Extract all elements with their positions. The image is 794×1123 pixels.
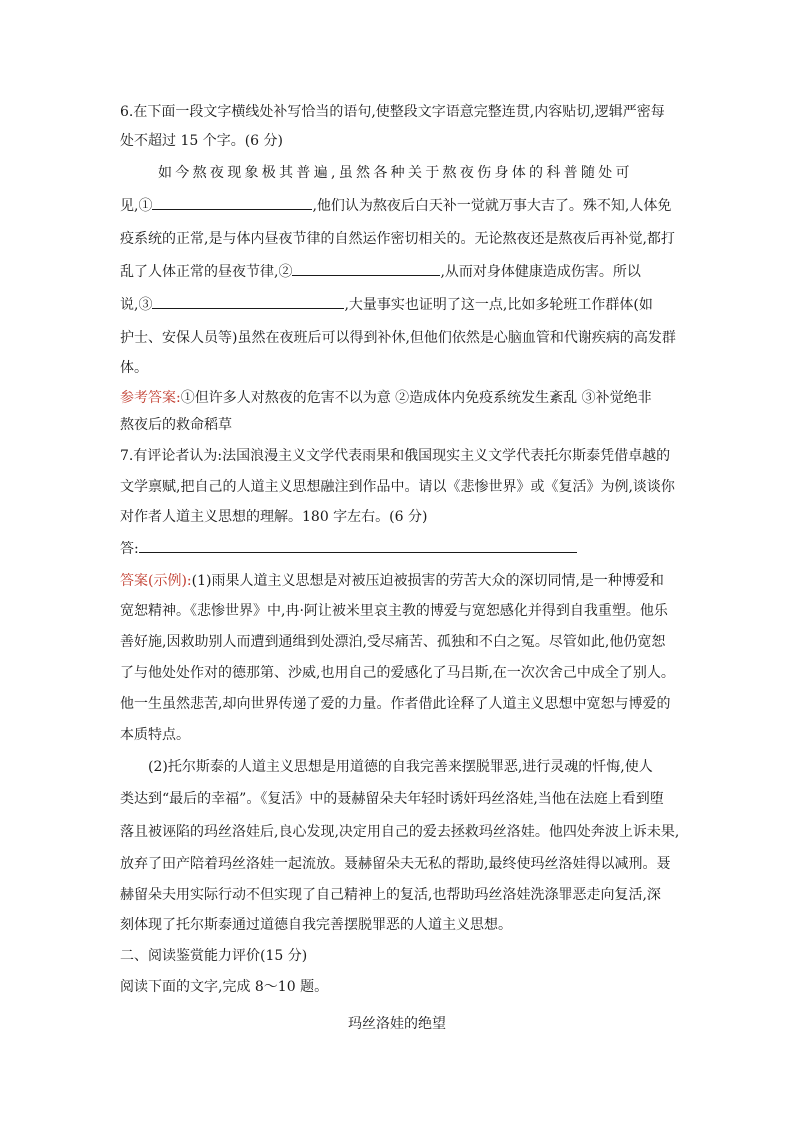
q6-title-line-1: 6.在下面一段文字横线处补写恰当的语句,使整段文字语意完整连贯,内容贴切,逻辑严密每 [120, 104, 665, 120]
section-heading: 二、阅读鉴赏能力评价(15 分) [120, 948, 308, 964]
q6-passage-text: ,大量事实也证明了这一点,比如多轮班工作群体(如 [344, 297, 653, 313]
q6-title-line-2: 处不超过 15 个字。(6 分) [120, 133, 283, 149]
q6-passage-text: 见,① [120, 198, 153, 214]
blank-1-field[interactable] [152, 195, 312, 210]
q7-title-line-3: 对作者人道主义思想的理解。180 字左右。(6 分) [120, 509, 428, 525]
q7-answer-text: (1)雨果人道主义思想是对被压迫被损害的劳苦大众的深切同情,是一种博爱和 [191, 573, 664, 589]
blank-3-field[interactable] [152, 294, 344, 309]
answer-field[interactable] [139, 538, 577, 553]
q6-passage-line-5 [120, 294, 653, 316]
q7-answer-line-2: 宽恕精神。《悲惨世界》中,冉·阿让被米里哀主教的博爱与宽恕感化并得到自我重塑。他乐 [120, 603, 668, 619]
q6-passage-text: ,他们认为熬夜后白天补一觉就万事大吉了。殊不知,人体免 [312, 198, 672, 214]
answer-label: 参考答案: [120, 390, 181, 406]
q7-answer2-line-2: 类达到“最后的幸福”。《复活》中的聂赫留朵夫年轻时诱奸玛丝洛娃,当他在法庭上看到堕 [120, 791, 664, 807]
q7-title-line-1: 7.有评论者认为:法国浪漫主义文学代表雨果和俄国现实主义文学代表托尔斯泰凭借卓越的 [120, 448, 671, 464]
q6-passage-line-4 [120, 261, 641, 283]
q7-answer-line-1 [120, 570, 664, 592]
q7-answer2-line-3: 落且被诬陷的玛丝洛娃后,良心发现,决定用自己的爱去拯救玛丝洛娃。他四处奔波上诉未果, [120, 824, 680, 840]
q6-passage-text: ,从而对身体健康造成伤害。所以 [440, 264, 641, 280]
q6-answer-text: ①但许多人对熬夜的危害不以为意 ②造成体内免疫系统发生紊乱 ③补觉绝非 [180, 390, 652, 406]
q6-passage-text: 说,③ [120, 297, 153, 313]
blank-2-field[interactable] [292, 261, 440, 276]
section-instruction: 阅读下面的文字,完成 8～10 题。 [120, 979, 329, 995]
q7-title-line-2: 文学禀赋,把自己的人道主义思想融注到作品中。请以《悲惨世界》或《复活》为例,谈谈你 [120, 479, 675, 495]
q7-answer-line-4: 了与他处处作对的德那第、沙威,也用自己的爱感化了马吕斯,在一次次舍己中成全了别人。 [120, 665, 675, 681]
q6-passage-line-7: 体。 [120, 360, 148, 376]
q7-answer-line-6: 本质特点。 [120, 727, 190, 743]
q6-passage-line-2 [120, 195, 671, 217]
q7-answer2-line-1: (2)托尔斯泰的人道主义思想是用道德的自我完善来摆脱罪恶,进行灵魂的忏悔,使人 [148, 759, 653, 775]
q7-answer-row [120, 538, 577, 560]
q7-answer-line-5: 他一生虽然悲苦,却向世界传递了爱的力量。作者借此诠释了人道主义思想中宽恕与博爱的 [120, 696, 671, 712]
q6-passage-text: 乱了人体正常的昼夜节律,② [120, 264, 293, 280]
q7-answer-line-3: 善好施,因救助别人而遭到通缉到处漂泊,受尽痛苦、孤独和不白之冤。尽管如此,他仍宽恕 [120, 634, 666, 650]
article-title: 玛丝洛娃的绝望 [348, 1016, 446, 1032]
q7-answer2-line-4: 放弃了田产陪着玛丝洛娃一起流放。聂赫留朵夫无私的帮助,最终使玛丝洛娃得以减刑。聂 [120, 856, 671, 872]
q6-passage-line-6: 护士、安保人员等)虽然在夜班后可以得到补休,但他们依然是心脑血管和代谢疾病的高发群 [120, 330, 676, 346]
q6-answer-line-1 [120, 387, 652, 409]
q7-answer2-line-5: 赫留朵夫用实际行动不但实现了自己精神上的复活,也帮助玛丝洛娃洗涤罪恶走向复活,深 [120, 887, 661, 903]
q6-answer-line-2: 熬夜后的救命稻草 [120, 417, 232, 433]
q6-passage-line-1: 如今熬夜现象极其普遍,虽然各种关于熬夜伤身体的科普随处可 [158, 165, 633, 181]
q7-answer2-line-6: 刻体现了托尔斯泰通过道德自我完善摆脱罪恶的人道主义思想。 [120, 917, 512, 933]
q6-passage-line-3: 疫系统的正常,是与体内昼夜节律的自然运作密切相关的。无论熬夜还是熬夜后再补觉,都打 [120, 231, 675, 247]
answer-prefix: 答: [120, 541, 139, 557]
answer-example-label: 答案(示例): [120, 573, 192, 589]
